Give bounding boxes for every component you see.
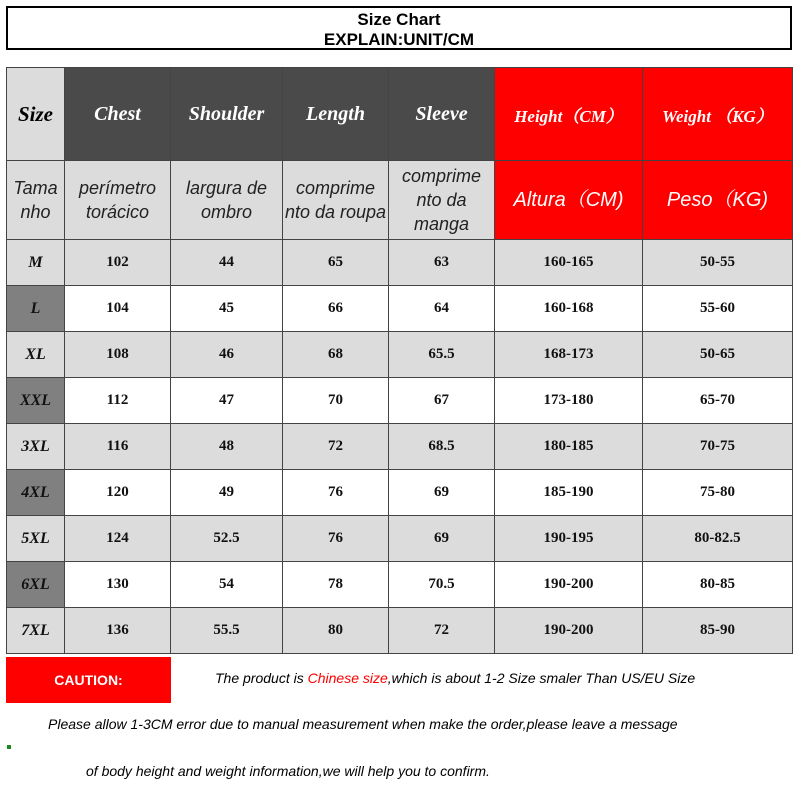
table-row [7, 562, 793, 608]
cell-sleeve: 68.5 [389, 424, 495, 470]
cell-height: 173-180 [495, 378, 643, 424]
cell-chest: 108 [65, 332, 171, 378]
cell-shoulder: 45 [171, 286, 283, 332]
translation-shoulder: largura de ombro [171, 161, 283, 240]
caution-highlight: Chinese size [307, 670, 388, 686]
cell-size: M [7, 240, 65, 286]
cell-chest: 124 [65, 516, 171, 562]
cell-size: 6XL [7, 562, 65, 608]
cell-weight: 75-80 [643, 470, 793, 516]
cell-sleeve: 63 [389, 240, 495, 286]
cell-sleeve: 64 [389, 286, 495, 332]
green-dot [7, 745, 11, 749]
cell-weight: 80-85 [643, 562, 793, 608]
cell-chest: 112 [65, 378, 171, 424]
note-line-1: Please allow 1-3CM error due to manual measurement when make the order,please leave a message [48, 716, 678, 732]
cell-length: 65 [283, 240, 389, 286]
cell-sleeve: 65.5 [389, 332, 495, 378]
cell-shoulder: 44 [171, 240, 283, 286]
cell-size: XXL [7, 378, 65, 424]
cell-chest: 104 [65, 286, 171, 332]
cell-shoulder: 52.5 [171, 516, 283, 562]
cell-shoulder: 46 [171, 332, 283, 378]
column-header-length: Length [283, 68, 389, 161]
cell-length: 80 [283, 608, 389, 654]
chart-title: Size Chart [357, 10, 441, 29]
caution-text [215, 670, 695, 686]
cell-shoulder: 55.5 [171, 608, 283, 654]
cell-height: 160-168 [495, 286, 643, 332]
table-row [7, 470, 793, 516]
cell-shoulder: 54 [171, 562, 283, 608]
header-row [7, 68, 793, 161]
column-header-sleeve: Sleeve [389, 68, 495, 161]
note-line-2: of body height and weight information,we will help you to confirm. [86, 763, 490, 779]
cell-chest: 102 [65, 240, 171, 286]
cell-length: 76 [283, 516, 389, 562]
table-row [7, 286, 793, 332]
cell-height: 190-195 [495, 516, 643, 562]
size-table-body [7, 68, 793, 654]
column-header-weight: Weight （KG） [643, 68, 793, 161]
column-header-height: Height（CM） [495, 68, 643, 161]
translation-sleeve: comprime nto da manga [389, 161, 495, 240]
table-row [7, 608, 793, 654]
cell-length: 76 [283, 470, 389, 516]
cell-weight: 80-82.5 [643, 516, 793, 562]
cell-sleeve: 69 [389, 470, 495, 516]
cell-sleeve: 67 [389, 378, 495, 424]
cell-weight: 55-60 [643, 286, 793, 332]
cell-size: L [7, 286, 65, 332]
cell-length: 72 [283, 424, 389, 470]
column-header-shoulder: Shoulder [171, 68, 283, 161]
column-header-chest: Chest [65, 68, 171, 161]
caution-label: CAUTION: [6, 657, 171, 703]
cell-sleeve: 70.5 [389, 562, 495, 608]
chart-subtitle: EXPLAIN:UNIT/CM [323, 30, 475, 49]
cell-chest: 130 [65, 562, 171, 608]
cell-weight: 50-65 [643, 332, 793, 378]
cell-weight: 85-90 [643, 608, 793, 654]
size-chart-header [6, 6, 792, 50]
cell-chest: 136 [65, 608, 171, 654]
table-row [7, 378, 793, 424]
cell-size: 3XL [7, 424, 65, 470]
cell-shoulder: 49 [171, 470, 283, 516]
translation-row [7, 161, 793, 240]
cell-length: 78 [283, 562, 389, 608]
cell-sleeve: 69 [389, 516, 495, 562]
caution-text-after: ,which is about 1-2 Size smaler Than US/EU Size [387, 670, 696, 686]
cell-chest: 116 [65, 424, 171, 470]
cell-height: 160-165 [495, 240, 643, 286]
cell-chest: 120 [65, 470, 171, 516]
cell-height: 190-200 [495, 608, 643, 654]
cell-size: 7XL [7, 608, 65, 654]
translation-chest: perímetro torácico [65, 161, 171, 240]
column-header-size: Size [7, 68, 65, 161]
table-row [7, 332, 793, 378]
translation-height: Altura（CM) [495, 161, 643, 240]
table-row [7, 516, 793, 562]
cell-weight: 70-75 [643, 424, 793, 470]
cell-size: 4XL [7, 470, 65, 516]
cell-height: 185-190 [495, 470, 643, 516]
cell-height: 168-173 [495, 332, 643, 378]
translation-weight: Peso（KG) [643, 161, 793, 240]
cell-weight: 65-70 [643, 378, 793, 424]
caution-text-before: The product is [215, 670, 308, 686]
table-row [7, 424, 793, 470]
cell-size: 5XL [7, 516, 65, 562]
cell-length: 68 [283, 332, 389, 378]
cell-sleeve: 72 [389, 608, 495, 654]
cell-size: XL [7, 332, 65, 378]
size-table [6, 67, 793, 654]
cell-height: 180-185 [495, 424, 643, 470]
cell-height: 190-200 [495, 562, 643, 608]
cell-length: 70 [283, 378, 389, 424]
translation-length: comprime nto da roupa [283, 161, 389, 240]
cell-shoulder: 48 [171, 424, 283, 470]
cell-weight: 50-55 [643, 240, 793, 286]
cell-shoulder: 47 [171, 378, 283, 424]
translation-size: Tama nho [7, 161, 65, 240]
table-row [7, 240, 793, 286]
cell-length: 66 [283, 286, 389, 332]
